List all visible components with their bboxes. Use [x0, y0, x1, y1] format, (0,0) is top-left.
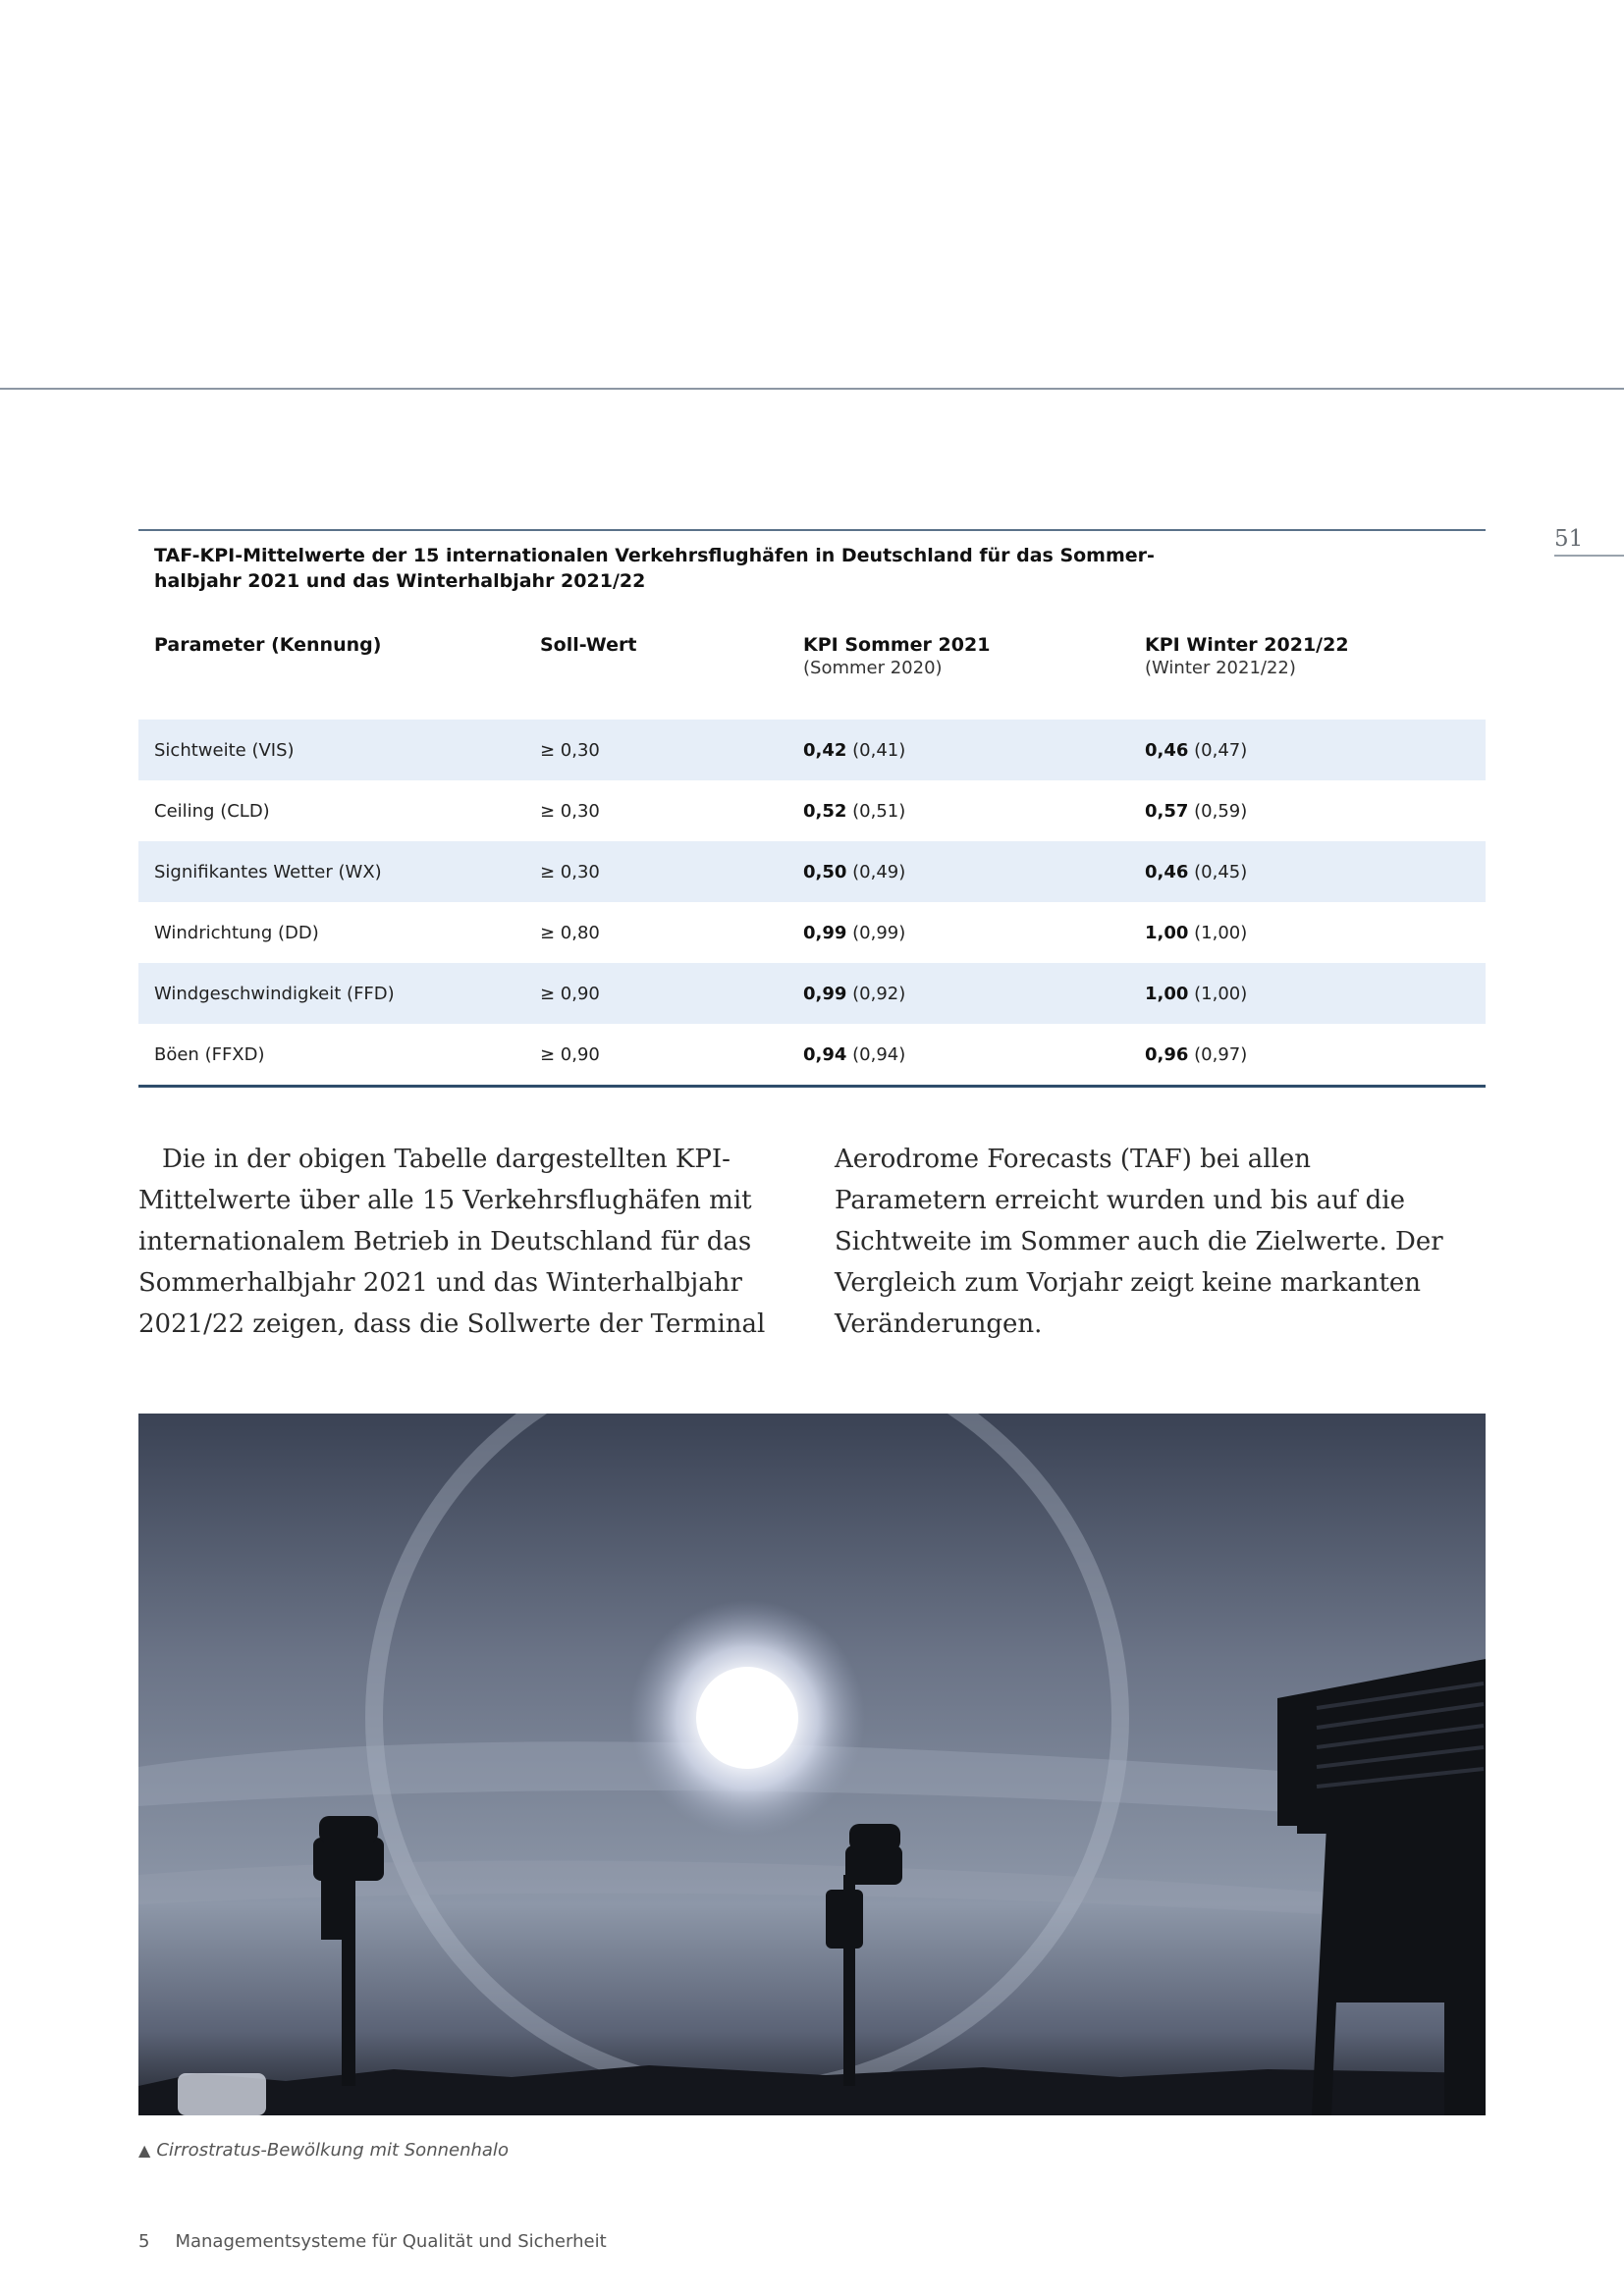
cell-sommer-prev: (0,51) [852, 800, 906, 822]
cell-sommer-prev: (0,41) [852, 739, 906, 761]
cell-sommer-prev: (0,94) [852, 1043, 906, 1065]
table-title: TAF-KPI-Mittelwerte der 15 internationalen Verkehrsflughäfen in Deutschland für das Sommer-halbjahr 2021 und das Winterhalbjahr 2021/22 [154, 545, 1155, 592]
body-paragraph-right: Aerodrome Forecasts (TAF) bei allen Parametern erreicht wurden und bis auf die Sichtweite im Sommer auch die Zielwerte. Der Vergleich zum Vorjahr zeigt keine markanten Veränderungen. [835, 1145, 1443, 1339]
cell-winter-prev: (1,00) [1194, 983, 1248, 1004]
cell-winter-prev: (0,47) [1194, 739, 1248, 761]
cell-soll: ≥ 0,90 [540, 983, 600, 1004]
cell-sommer [803, 923, 1145, 943]
table-row [138, 963, 1486, 1024]
cell-param: Ceiling (CLD) [154, 800, 270, 822]
header-divider [0, 388, 1624, 390]
cell-sommer-prev: (0,49) [852, 861, 906, 882]
cell-param: Signifikantes Wetter (WX) [154, 861, 382, 882]
footer-chapter-title: Managementsysteme für Qualität und Sicherheit [175, 2231, 607, 2252]
cell-winter-prev: (1,00) [1194, 922, 1248, 943]
cell-winter-prev: (0,97) [1194, 1043, 1248, 1065]
cell-winter [1145, 923, 1469, 943]
cell-sommer-value: 0,42 [803, 739, 847, 761]
header-sommer-sub: (Sommer 2020) [803, 658, 943, 678]
footer-chapter-number: 5 [138, 2231, 150, 2252]
cell-soll: ≥ 0,90 [540, 1043, 600, 1065]
cell-sommer [803, 801, 1145, 822]
caption-triangle-icon: ▲ [138, 2141, 151, 2160]
cell-sommer-value: 0,52 [803, 800, 847, 822]
cell-winter-value: 0,57 [1145, 800, 1189, 822]
cell-param: Böen (FFXD) [154, 1043, 265, 1065]
cell-winter [1145, 801, 1469, 822]
halo-photo [138, 1414, 1486, 2115]
header-winter-sub: (Winter 2021/22) [1145, 658, 1296, 678]
cell-winter-value: 0,96 [1145, 1043, 1189, 1065]
cell-soll: ≥ 0,30 [540, 800, 600, 822]
header-winter-label: KPI Winter 2021/22 [1145, 634, 1349, 656]
cell-sommer-prev: (0,92) [852, 983, 906, 1004]
cell-sommer-prev: (0,99) [852, 922, 906, 943]
cell-winter-prev: (0,45) [1194, 861, 1248, 882]
cell-winter [1145, 1044, 1469, 1065]
cell-sommer-value: 0,94 [803, 1043, 847, 1065]
table-bottom-rule [138, 1085, 1486, 1088]
cell-sommer-value: 0,99 [803, 922, 847, 943]
cell-winter [1145, 984, 1469, 1004]
cell-sommer [803, 1044, 1145, 1065]
page-number-underline [1554, 555, 1624, 557]
cell-winter [1145, 862, 1469, 882]
table-row [138, 720, 1486, 780]
cell-param: Sichtweite (VIS) [154, 739, 295, 761]
cell-sommer-value: 0,99 [803, 983, 847, 1004]
cell-winter-value: 0,46 [1145, 739, 1189, 761]
photo-caption [138, 2140, 509, 2161]
cell-sommer-value: 0,50 [803, 861, 847, 882]
cell-winter [1145, 740, 1469, 761]
kpi-table [138, 529, 1486, 1088]
table-row [138, 1024, 1486, 1085]
cell-winter-value: 0,46 [1145, 861, 1189, 882]
cell-sommer [803, 984, 1145, 1004]
header-sommer [803, 633, 1145, 686]
body-paragraph-left: Die in der obigen Tabelle dargestellten KPI-Mittelwerte über alle 15 Verkehrsflughäfen mit internationalem Betrieb in Deutschland für das Sommerhalbjahr 2021 und das Winterhalbjahr 2021/22 zeigen, dass die Sollwerte der Terminal [138, 1145, 766, 1339]
table-row [138, 902, 1486, 963]
cell-sommer [803, 740, 1145, 761]
table-row [138, 780, 1486, 841]
table-row [138, 841, 1486, 902]
cell-soll: ≥ 0,80 [540, 922, 600, 943]
cell-param: Windgeschwindigkeit (FFD) [154, 983, 395, 1004]
cell-param: Windrichtung (DD) [154, 922, 319, 943]
cell-soll: ≥ 0,30 [540, 861, 600, 882]
header-sommer-label: KPI Sommer 2021 [803, 634, 991, 656]
table-header [138, 594, 1486, 686]
page-footer [138, 2231, 607, 2252]
cell-winter-value: 1,00 [1145, 983, 1189, 1004]
caption-text: Cirrostratus-Bewölkung mit Sonnenhalo [156, 2140, 509, 2161]
cell-winter-value: 1,00 [1145, 922, 1189, 943]
cell-soll: ≥ 0,30 [540, 739, 600, 761]
header-winter [1145, 633, 1469, 686]
header-param: Parameter (Kennung) [154, 634, 382, 656]
cell-winter-prev: (0,59) [1194, 800, 1248, 822]
page-number: 51 [1554, 526, 1584, 552]
cell-sommer [803, 862, 1145, 882]
header-soll: Soll-Wert [540, 634, 637, 656]
